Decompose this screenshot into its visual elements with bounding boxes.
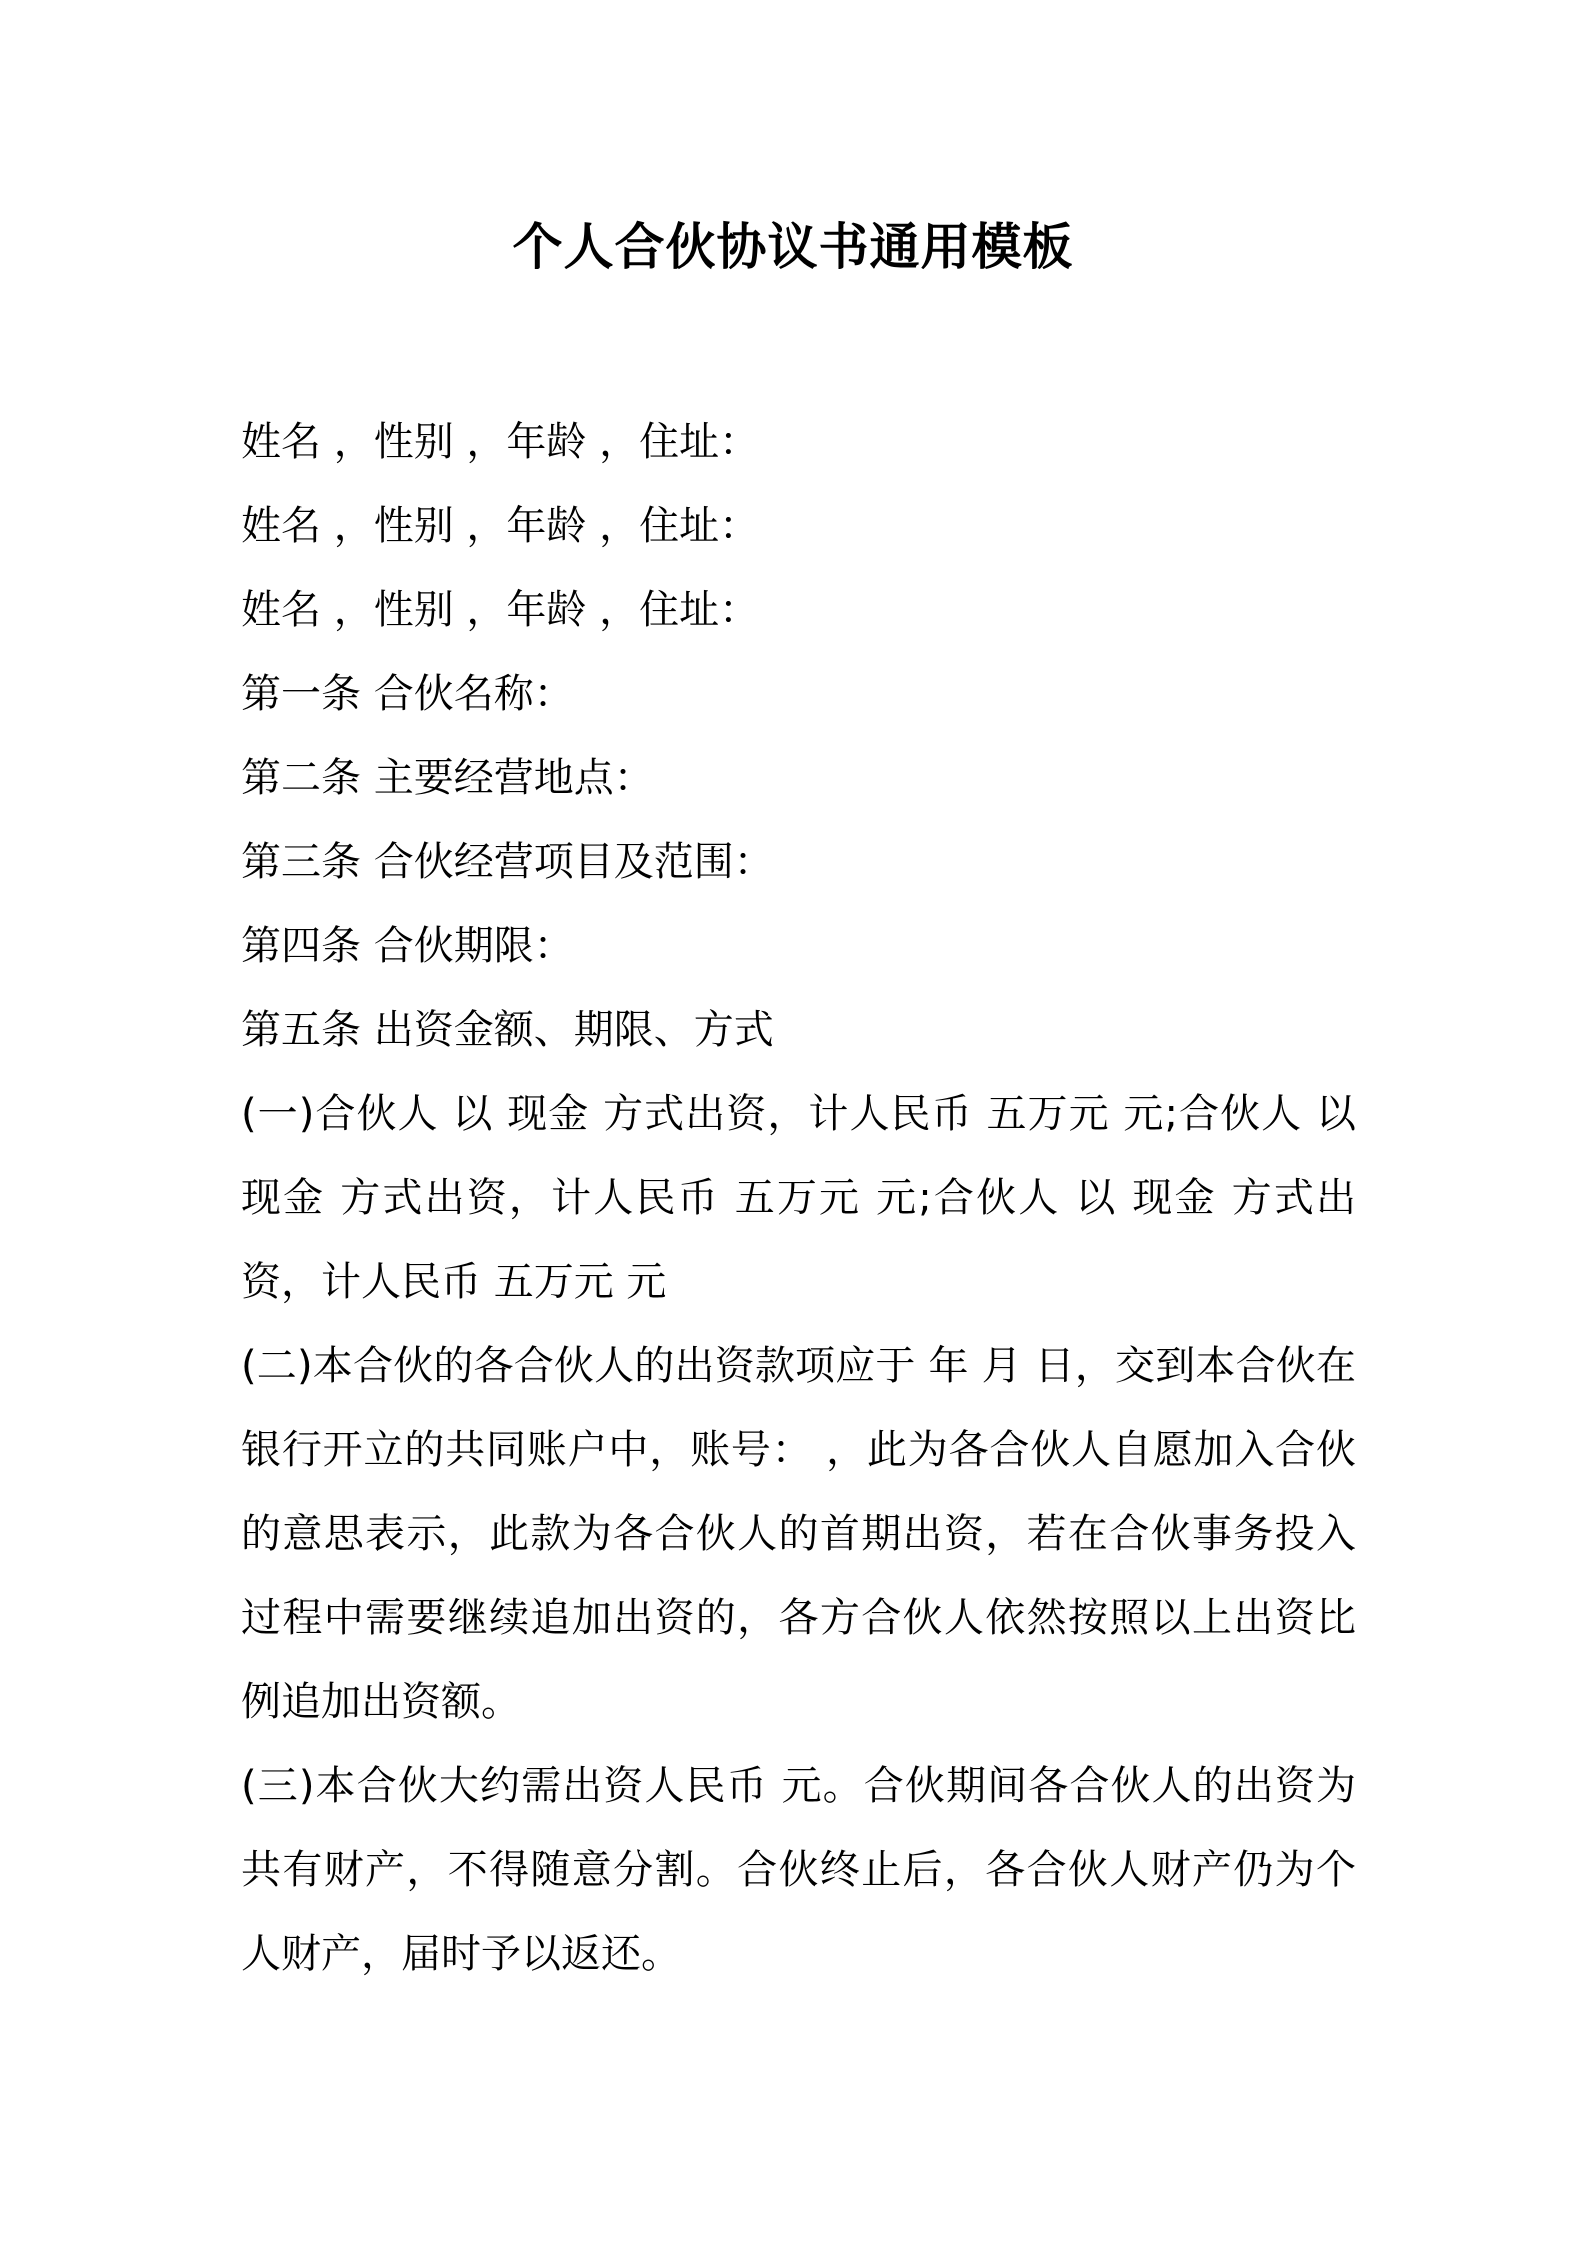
article-2-business-location: 第二条 主要经营地点： [241, 755, 654, 801]
clause-1-contribution-method: (一)合伙人 以 现金 方式出资，计人民币 五万元 元;合伙人 以 现金 方式出资，计人民币 五万元 元;合伙人 以 现金 方式出资，计人民币 五万元 元 [241, 1091, 1356, 1305]
partner-line-3: 姓名 ，性别 ，年龄 ，住址： [241, 587, 760, 633]
clause-2-payment-terms: (二)本合伙的各合伙人的出资款项应于 年 月 日，交到本合伙在 银行开立的共同账户中，账号： ，此为各合伙人自愿加入合伙的意思表示，此款为各合伙人的首期出资，若在合伙事务投入过程中需要继续追加出资的，各方合伙人依然按照以上出资比例追加出资额。 [241, 1343, 1356, 1725]
clause-3-total-capital: (三)本合伙大约需出资人民币 元。合伙期间各合伙人的出资为共有财产，不得随意分割。合伙终止后，各合伙人财产仍为个人财产，届时予以返还。 [241, 1763, 1356, 1977]
article-1-partnership-name: 第一条 合伙名称： [241, 671, 574, 717]
partner-line-2: 姓名 ，性别 ，年龄 ，住址： [241, 503, 760, 549]
document-title: 个人合伙协议书通用模板 [512, 218, 1074, 276]
partner-line-1: 姓名 ，性别 ，年龄 ，住址： [241, 419, 760, 465]
article-5-contribution: 第五条 出资金额、期限、方式 [241, 1007, 774, 1053]
document-body [241, 400, 1356, 1996]
article-3-business-scope: 第三条 合伙经营项目及范围： [241, 839, 774, 885]
article-4-partnership-term: 第四条 合伙期限： [241, 923, 574, 969]
